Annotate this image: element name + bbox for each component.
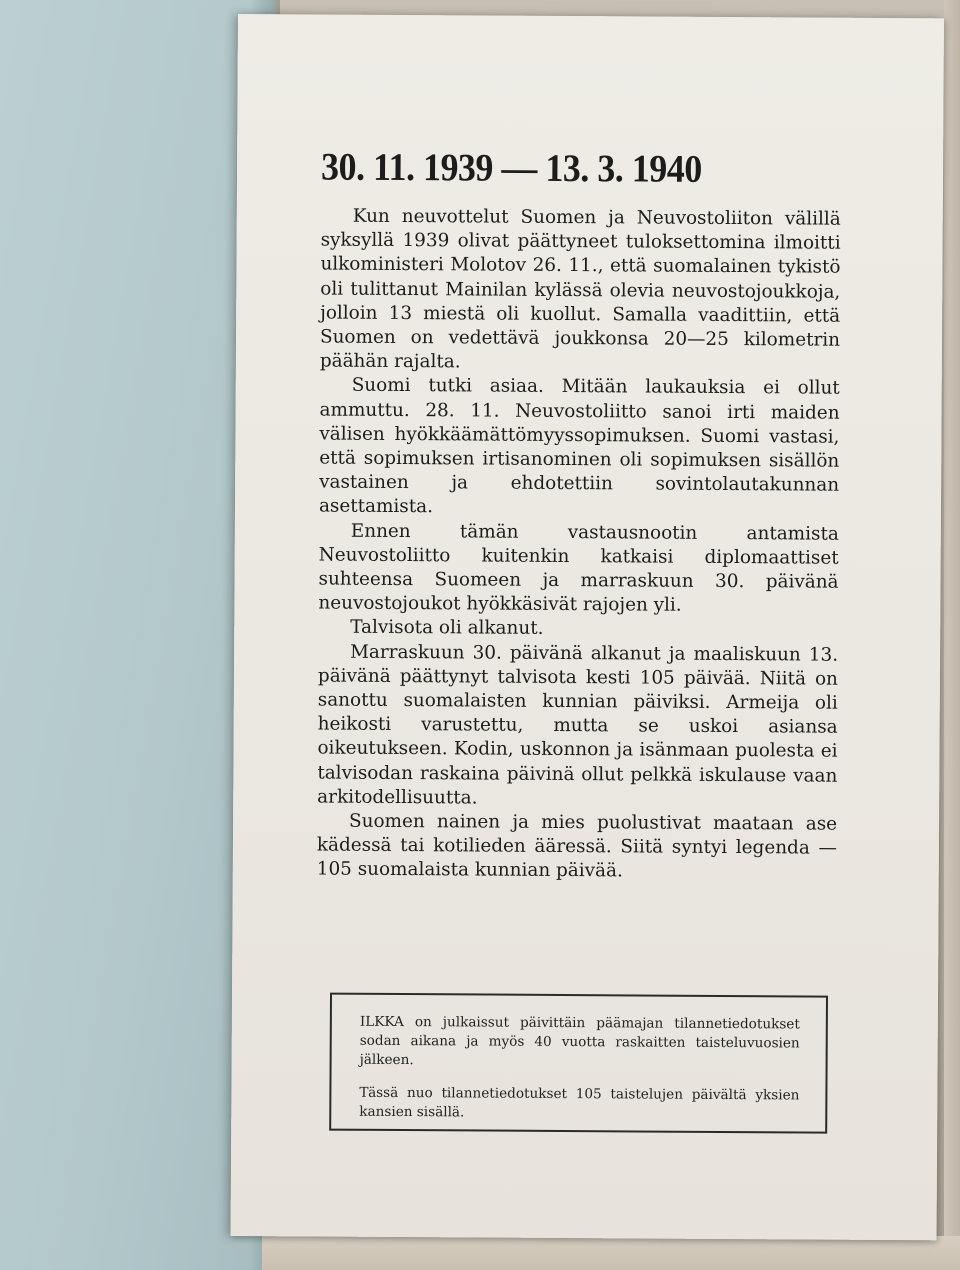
info-box-paragraph-2: Tässä nuo tilannetiedotukset 105 taistelujen päivältä yksien kansien sisällä. <box>359 1084 800 1121</box>
info-box-paragraph-1: ILKKA on julkaissut päivittäin päämajan tilannetiedotukset sodan aikana ja myös 40 vuotta raskaitten taisteluvuosien jälkeen. <box>359 1013 800 1069</box>
paragraph-4: Talvisota oli alkanut. <box>350 617 544 640</box>
paragraph-6: Suomen nainen ja mies puolustivat maataan ase kädessä tai kotilieden ääressä. Siitä syntyi legenda — 105 suomalaista kunnian päivää. <box>316 810 838 882</box>
page-title: 30. 11. 1939 — 13. 3. 1940 <box>320 145 702 191</box>
page-edge-bottom <box>262 1236 960 1270</box>
paragraph-5: Marraskuun 30. päivänä alkanut ja maaliskuun 13. päivänä päättynyt talvisota kesti 105 päivää. Niitä on sanottu suomalaisten kunnian päiviksi. Armeija oli heikosti varustettu, mutta se uskoi asiansa oikeutukseen. Kodin, uskonnon ja isänmaan puolesta ei talvisodan raskaina päivinä ollut pelkkä iskulause vaan arkitodellisuutta. <box>317 641 839 809</box>
paragraph-2: Suomi tutki asiaa. Mitään laukauksia ei ollut ammuttu. 28. 11. Neuvostoliitto sanoi irti maiden välisen hyökkäämättömyyssopimuksen. Suomi vastasi, että sopimuksen irtisanominen oli sopimuksen sisällön vastainen ja ehdotettiin sovintolautakunnan asettamista. <box>318 375 840 518</box>
page-content <box>317 145 841 886</box>
booklet-page <box>231 14 944 1240</box>
paragraph-1: Kun neuvottelut Suomen ja Neuvostoliiton välillä syksyllä 1939 olivat päättyneet tuloksettomina ilmoitti ulkoministeri Molotov 26. 11., että suomalainen tykistö oli tulittanut Mainilan kylässä olevia neuvostojoukkoja, jolloin 13 miestä oli kuollut. Samalla vaadittiin, että Suomen on vedettävä joukkonsa 20—25 kilometrin päähän rajalta. <box>319 205 841 373</box>
paragraph-3: Ennen tämän vastausnootin antamista Neuvostoliitto kuitenkin katkaisi diplomaattiset suhteensa Suomeen ja marraskuun 30. päivänä neuvostojoukot hyökkäsivät rajojen yli. <box>318 520 839 616</box>
info-box <box>329 993 828 1134</box>
page-edge-right <box>944 0 960 1270</box>
